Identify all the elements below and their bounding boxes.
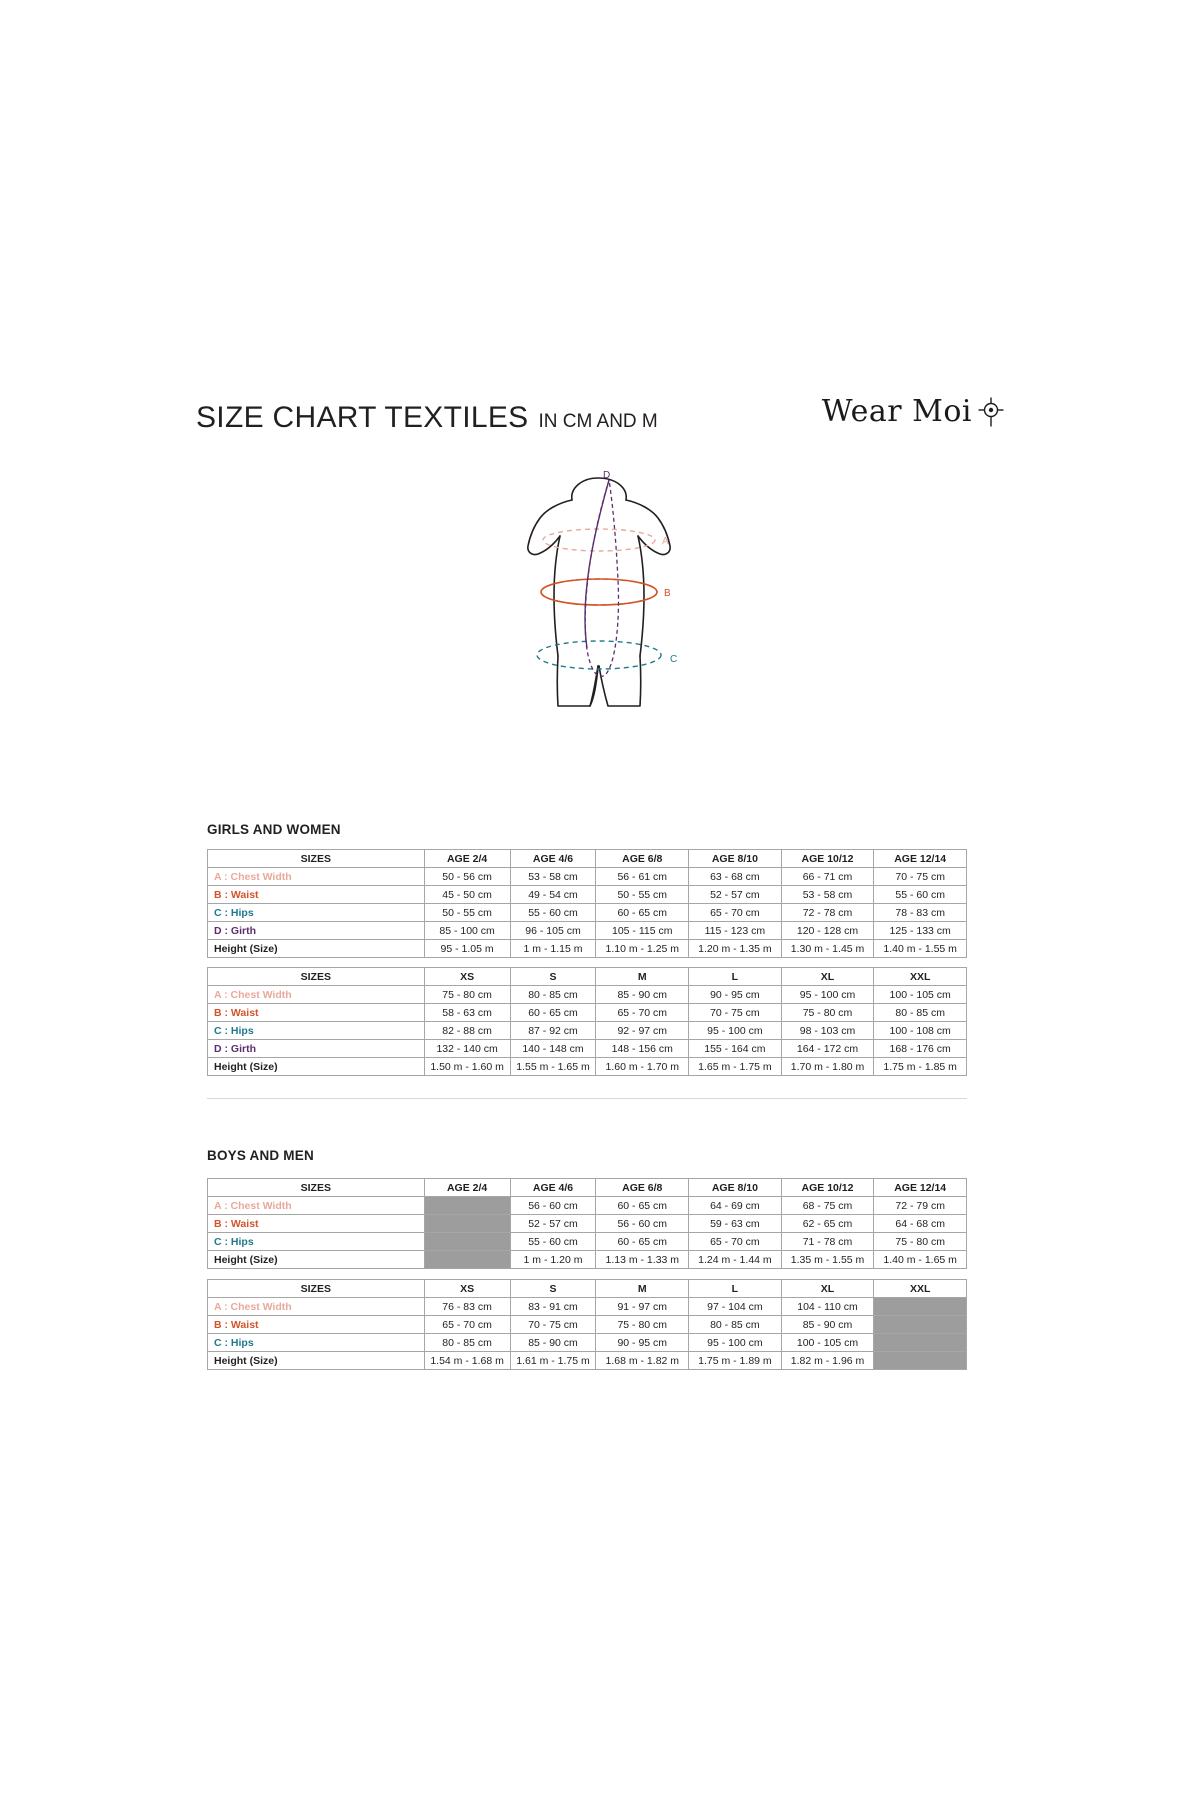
cell: 97 - 104 cm — [689, 1298, 782, 1316]
cell: 65 - 70 cm — [689, 1233, 782, 1251]
cell: 83 - 91 cm — [510, 1298, 596, 1316]
cell: 1.82 m - 1.96 m — [781, 1352, 874, 1370]
col-l: L — [689, 1280, 782, 1298]
measurement-figure — [470, 470, 730, 760]
cell: 53 - 58 cm — [781, 886, 874, 904]
cell: 78 - 83 cm — [874, 904, 967, 922]
row-label-height: Height (Size) — [208, 1058, 425, 1076]
table-header-row — [208, 1179, 967, 1197]
col-age-12-14: AGE 12/14 — [874, 850, 967, 868]
col-sizes: SIZES — [208, 1179, 425, 1197]
cell: 55 - 60 cm — [510, 1233, 596, 1251]
cell: 53 - 58 cm — [510, 868, 596, 886]
table-header-row — [208, 850, 967, 868]
cell: 56 - 61 cm — [596, 868, 689, 886]
row-label-height: Height (Size) — [208, 1251, 425, 1269]
cell: 98 - 103 cm — [781, 1022, 874, 1040]
cell: 70 - 75 cm — [874, 868, 967, 886]
cell: 65 - 70 cm — [596, 1004, 689, 1022]
cell: 60 - 65 cm — [596, 1233, 689, 1251]
col-xs: XS — [424, 1280, 510, 1298]
table-row — [208, 986, 967, 1004]
cell: 91 - 97 cm — [596, 1298, 689, 1316]
row-label-chest: A : Chest Width — [208, 1197, 425, 1215]
cell: 87 - 92 cm — [510, 1022, 596, 1040]
cell: 96 - 105 cm — [510, 922, 596, 940]
cell: 1.50 m - 1.60 m — [424, 1058, 510, 1076]
col-age-6-8: AGE 6/8 — [596, 1179, 689, 1197]
table-header-row — [208, 968, 967, 986]
col-age-2-4: AGE 2/4 — [424, 1179, 510, 1197]
table-row — [208, 1004, 967, 1022]
cell: 65 - 70 cm — [689, 904, 782, 922]
table-row — [208, 1334, 967, 1352]
cell: 1.30 m - 1.45 m — [781, 940, 874, 958]
cell: 76 - 83 cm — [424, 1298, 510, 1316]
cell: 62 - 65 cm — [781, 1215, 874, 1233]
table-girls-kids — [207, 849, 967, 958]
title-subtitle: IN CM AND M — [538, 411, 658, 432]
cell: 1.40 m - 1.55 m — [874, 940, 967, 958]
cell: 1.55 m - 1.65 m — [510, 1058, 596, 1076]
cell: 100 - 105 cm — [874, 986, 967, 1004]
col-sizes: SIZES — [208, 968, 425, 986]
col-age-6-8: AGE 6/8 — [596, 850, 689, 868]
table-row — [208, 1251, 967, 1269]
cell-unavailable — [874, 1316, 967, 1334]
table-row — [208, 1352, 967, 1370]
cell-unavailable — [424, 1215, 510, 1233]
col-m: M — [596, 1280, 689, 1298]
row-label-hips: C : Hips — [208, 1334, 425, 1352]
cell: 58 - 63 cm — [424, 1004, 510, 1022]
cell: 95 - 100 cm — [689, 1334, 782, 1352]
row-label-waist: B : Waist — [208, 1004, 425, 1022]
cell: 68 - 75 cm — [781, 1197, 874, 1215]
cell: 64 - 69 cm — [689, 1197, 782, 1215]
cell: 50 - 55 cm — [596, 886, 689, 904]
cell: 1.65 m - 1.75 m — [689, 1058, 782, 1076]
cell: 120 - 128 cm — [781, 922, 874, 940]
cell: 65 - 70 cm — [424, 1316, 510, 1334]
row-label-hips: C : Hips — [208, 1022, 425, 1040]
col-xs: XS — [424, 968, 510, 986]
cell: 60 - 65 cm — [596, 1197, 689, 1215]
col-age-8-10: AGE 8/10 — [689, 850, 782, 868]
cell: 1.13 m - 1.33 m — [596, 1251, 689, 1269]
cell: 63 - 68 cm — [689, 868, 782, 886]
figure-label-d: D — [603, 470, 611, 481]
cell: 90 - 95 cm — [689, 986, 782, 1004]
cell: 1.40 m - 1.65 m — [874, 1251, 967, 1269]
cell: 66 - 71 cm — [781, 868, 874, 886]
cell: 85 - 90 cm — [510, 1334, 596, 1352]
col-age-4-6: AGE 4/6 — [510, 1179, 596, 1197]
col-age-10-12: AGE 10/12 — [781, 1179, 874, 1197]
col-s: S — [510, 968, 596, 986]
table-women — [207, 967, 967, 1076]
cell: 1.35 m - 1.55 m — [781, 1251, 874, 1269]
cell: 90 - 95 cm — [596, 1334, 689, 1352]
cell: 71 - 78 cm — [781, 1233, 874, 1251]
cell: 55 - 60 cm — [874, 886, 967, 904]
cell-unavailable — [424, 1233, 510, 1251]
page-title — [196, 401, 658, 435]
cell: 140 - 148 cm — [510, 1040, 596, 1058]
cell: 85 - 100 cm — [424, 922, 510, 940]
cell: 75 - 80 cm — [424, 986, 510, 1004]
col-l: L — [689, 968, 782, 986]
cell: 72 - 78 cm — [781, 904, 874, 922]
row-label-girth: D : Girth — [208, 1040, 425, 1058]
cell-unavailable — [874, 1298, 967, 1316]
cell: 1 m - 1.15 m — [510, 940, 596, 958]
table-row — [208, 1316, 967, 1334]
section-title-girls-women: GIRLS AND WOMEN — [207, 822, 341, 837]
table-row — [208, 886, 967, 904]
cell: 148 - 156 cm — [596, 1040, 689, 1058]
row-label-chest: A : Chest Width — [208, 986, 425, 1004]
cell: 1.60 m - 1.70 m — [596, 1058, 689, 1076]
row-label-hips: C : Hips — [208, 904, 425, 922]
cell: 1.24 m - 1.44 m — [689, 1251, 782, 1269]
cell: 1.68 m - 1.82 m — [596, 1352, 689, 1370]
table-row — [208, 1197, 967, 1215]
cell-unavailable — [874, 1334, 967, 1352]
figure-label-b: B — [664, 588, 671, 599]
cell: 1.10 m - 1.25 m — [596, 940, 689, 958]
cell: 56 - 60 cm — [510, 1197, 596, 1215]
cell: 52 - 57 cm — [689, 886, 782, 904]
cell: 60 - 65 cm — [510, 1004, 596, 1022]
table-row — [208, 922, 967, 940]
cell: 164 - 172 cm — [781, 1040, 874, 1058]
cell: 1 m - 1.20 m — [510, 1251, 596, 1269]
col-xxl: XXL — [874, 968, 967, 986]
table-boys-kids — [207, 1178, 967, 1269]
cell: 92 - 97 cm — [596, 1022, 689, 1040]
col-age-12-14: AGE 12/14 — [874, 1179, 967, 1197]
brand-mark-icon — [978, 397, 1004, 427]
cell-unavailable — [874, 1352, 967, 1370]
cell: 132 - 140 cm — [424, 1040, 510, 1058]
cell: 80 - 85 cm — [510, 986, 596, 1004]
cell: 72 - 79 cm — [874, 1197, 967, 1215]
cell: 55 - 60 cm — [510, 904, 596, 922]
cell: 104 - 110 cm — [781, 1298, 874, 1316]
row-label-height: Height (Size) — [208, 940, 425, 958]
cell: 1.70 m - 1.80 m — [781, 1058, 874, 1076]
table-row — [208, 868, 967, 886]
cell: 75 - 80 cm — [596, 1316, 689, 1334]
cell: 82 - 88 cm — [424, 1022, 510, 1040]
col-xl: XL — [781, 968, 874, 986]
cell: 75 - 80 cm — [874, 1233, 967, 1251]
cell: 80 - 85 cm — [689, 1316, 782, 1334]
cell: 100 - 105 cm — [781, 1334, 874, 1352]
cell: 56 - 60 cm — [596, 1215, 689, 1233]
row-label-waist: B : Waist — [208, 1316, 425, 1334]
row-label-girth: D : Girth — [208, 922, 425, 940]
cell: 85 - 90 cm — [781, 1316, 874, 1334]
table-row — [208, 1058, 967, 1076]
row-label-hips: C : Hips — [208, 1233, 425, 1251]
table-row — [208, 1298, 967, 1316]
cell: 80 - 85 cm — [424, 1334, 510, 1352]
row-label-waist: B : Waist — [208, 1215, 425, 1233]
cell: 75 - 80 cm — [781, 1004, 874, 1022]
col-xxl: XXL — [874, 1280, 967, 1298]
cell: 70 - 75 cm — [689, 1004, 782, 1022]
figure-label-a: A — [662, 536, 669, 547]
row-label-chest: A : Chest Width — [208, 868, 425, 886]
cell: 155 - 164 cm — [689, 1040, 782, 1058]
cell: 85 - 90 cm — [596, 986, 689, 1004]
cell: 64 - 68 cm — [874, 1215, 967, 1233]
cell: 168 - 176 cm — [874, 1040, 967, 1058]
table-row — [208, 904, 967, 922]
cell: 95 - 1.05 m — [424, 940, 510, 958]
cell: 1.20 m - 1.35 m — [689, 940, 782, 958]
col-age-2-4: AGE 2/4 — [424, 850, 510, 868]
cell: 60 - 65 cm — [596, 904, 689, 922]
cell: 1.75 m - 1.85 m — [874, 1058, 967, 1076]
section-divider — [207, 1098, 967, 1099]
col-age-8-10: AGE 8/10 — [689, 1179, 782, 1197]
cell: 1.54 m - 1.68 m — [424, 1352, 510, 1370]
title-main: SIZE CHART TEXTILES — [196, 401, 529, 434]
col-age-4-6: AGE 4/6 — [510, 850, 596, 868]
cell: 95 - 100 cm — [689, 1022, 782, 1040]
row-label-chest: A : Chest Width — [208, 1298, 425, 1316]
cell-unavailable — [424, 1197, 510, 1215]
col-sizes: SIZES — [208, 850, 425, 868]
row-label-waist: B : Waist — [208, 886, 425, 904]
table-row — [208, 1022, 967, 1040]
table-row — [208, 1215, 967, 1233]
col-sizes: SIZES — [208, 1280, 425, 1298]
row-label-height: Height (Size) — [208, 1352, 425, 1370]
cell: 49 - 54 cm — [510, 886, 596, 904]
table-header-row — [208, 1280, 967, 1298]
figure-label-c: C — [670, 654, 678, 665]
table-row — [208, 1233, 967, 1251]
cell: 1.61 m - 1.75 m — [510, 1352, 596, 1370]
cell: 1.75 m - 1.89 m — [689, 1352, 782, 1370]
col-xl: XL — [781, 1280, 874, 1298]
cell: 115 - 123 cm — [689, 922, 782, 940]
cell: 50 - 55 cm — [424, 904, 510, 922]
cell: 125 - 133 cm — [874, 922, 967, 940]
cell: 105 - 115 cm — [596, 922, 689, 940]
col-age-10-12: AGE 10/12 — [781, 850, 874, 868]
table-men — [207, 1279, 967, 1370]
cell: 59 - 63 cm — [689, 1215, 782, 1233]
col-m: M — [596, 968, 689, 986]
cell: 100 - 108 cm — [874, 1022, 967, 1040]
col-s: S — [510, 1280, 596, 1298]
cell: 45 - 50 cm — [424, 886, 510, 904]
cell-unavailable — [424, 1251, 510, 1269]
table-row — [208, 1040, 967, 1058]
cell: 80 - 85 cm — [874, 1004, 967, 1022]
cell: 52 - 57 cm — [510, 1215, 596, 1233]
table-row — [208, 940, 967, 958]
cell: 70 - 75 cm — [510, 1316, 596, 1334]
cell: 50 - 56 cm — [424, 868, 510, 886]
section-title-boys-men: BOYS AND MEN — [207, 1148, 314, 1163]
document-header — [196, 394, 1004, 435]
brand-name: Wear Moi — [821, 394, 972, 429]
brand-logo — [822, 394, 1004, 429]
cell: 95 - 100 cm — [781, 986, 874, 1004]
